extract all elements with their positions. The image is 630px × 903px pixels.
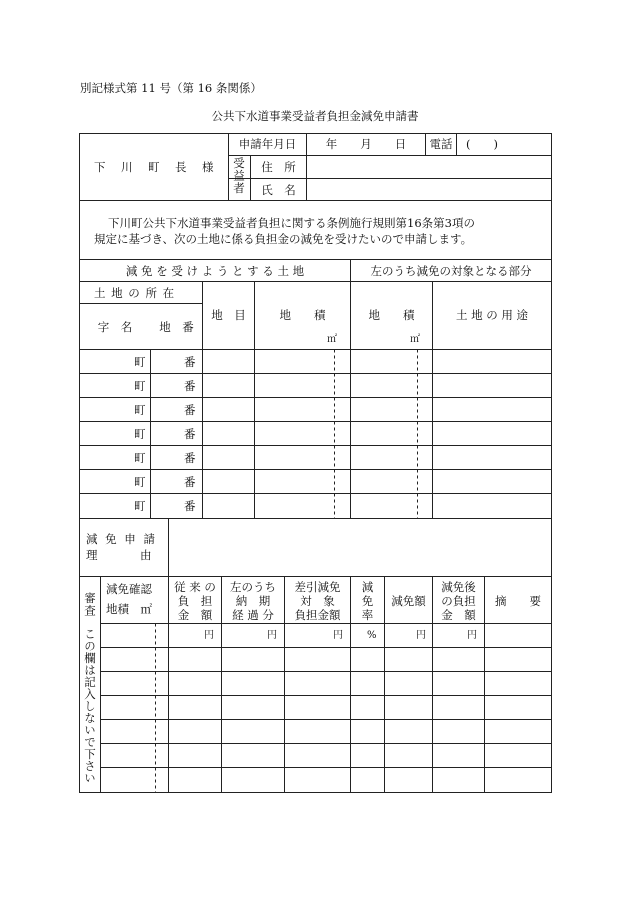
location-heading: 土 地 の 所 在 [94,286,176,300]
review-col3-line2: 納 期 [235,594,271,608]
land-row-town: 町 [134,451,146,465]
unit-yen-col2: 円 [204,630,214,641]
reason-label-line2: 理 由 [86,548,154,562]
review-col7-line2: の負担 [441,594,476,608]
beneficiary-label: 受益者 [232,157,246,195]
land-row-ban: 番 [184,403,196,417]
review-col4-line3: 負担金額 [294,608,341,622]
reason-label-line1: 減 免 申 請 [86,532,157,546]
review-side-note: この欄は記入しないで下さい [83,628,97,784]
review-col6: 減免額 [391,594,426,608]
unit-yen-col7: 円 [467,630,477,641]
review-col2-line1: 従 来 の [174,580,216,594]
review-col7-line1: 減免後 [441,580,476,594]
land-right-heading: 左のうち減免の対象となる部分 [370,264,532,278]
name-field[interactable] [307,179,551,200]
unit-pct-col5: % [367,630,377,641]
phone-value[interactable]: ( ) [466,137,498,151]
chiseki-right-unit: ㎡ [410,334,420,345]
unit-yen-col3: 円 [267,630,277,641]
chiseki-right-heading: 地 積 [368,308,415,322]
review-col5-line2: 免 [361,594,374,608]
land-row-ban: 番 [184,355,196,369]
land-row-town: 町 [134,355,146,369]
review-col7-line3: 金 額 [441,608,476,622]
land-row-ban: 番 [184,451,196,465]
review-col1-line2: 地積 ㎡ [106,602,152,616]
land-row-ban: 番 [184,427,196,441]
review-col5-line1: 減 [361,580,374,594]
land-row-town: 町 [134,379,146,393]
address-label: 住 所 [261,160,296,174]
land-row-town: 町 [134,475,146,489]
unit-yen-col4: 円 [333,630,343,641]
land-row-town: 町 [134,403,146,417]
aza-heading: 字 名 [97,320,133,334]
reason-field[interactable] [169,519,551,576]
statement-line1: 下川町公共下水道事業受益者負担に関する条例施行規則第16条第3項の [108,216,475,230]
statement-line2: 規定に基づき、次の土地に係る負担金の減免を受けたいので申請します。 [94,232,473,246]
chimoku-heading: 地 目 [211,308,246,322]
addressee: 下 川 町 長 様 [94,160,216,174]
review-col2-line3: 金 額 [177,608,213,622]
review-col8: 摘 要 [495,594,541,608]
form-number: 別記様式第 11 号（第 16 条関係） [80,81,262,95]
phone-label: 電話 [429,137,453,151]
chiseki-unit: ㎡ [327,334,337,345]
land-left-heading: 減 免 を 受 け よ う と す る 土 地 [125,264,305,278]
land-row-ban: 番 [184,499,196,513]
form-title: 公共下水道事業受益者負担金減免申請書 [211,109,419,123]
review-col5-line3: 率 [361,608,374,622]
land-row-town: 町 [134,499,146,513]
unit-yen-col6: 円 [416,630,426,641]
review-col4-line2: 対 象 [300,594,335,608]
review-col1-line1: 減免確認 [106,582,152,596]
chiseki-heading: 地 積 [279,308,326,322]
chiban-heading: 地 番 [159,320,194,334]
usage-heading: 土 地 の 用 途 [455,308,529,322]
date-value[interactable]: 年 月 日 [325,137,407,151]
review-col4-line1: 差引減免 [294,580,341,594]
land-row-town: 町 [134,427,146,441]
review-side-top: 審査 [83,592,97,617]
land-row-ban: 番 [184,475,196,489]
review-col2-line2: 負 担 [177,594,213,608]
review-col3-line3: 経 過 分 [232,608,274,622]
land-row-ban: 番 [184,379,196,393]
name-label: 氏 名 [261,183,296,197]
address-field[interactable] [307,156,551,178]
review-col3-line1: 左のうち [230,580,276,594]
date-label: 申請年月日 [238,137,297,151]
